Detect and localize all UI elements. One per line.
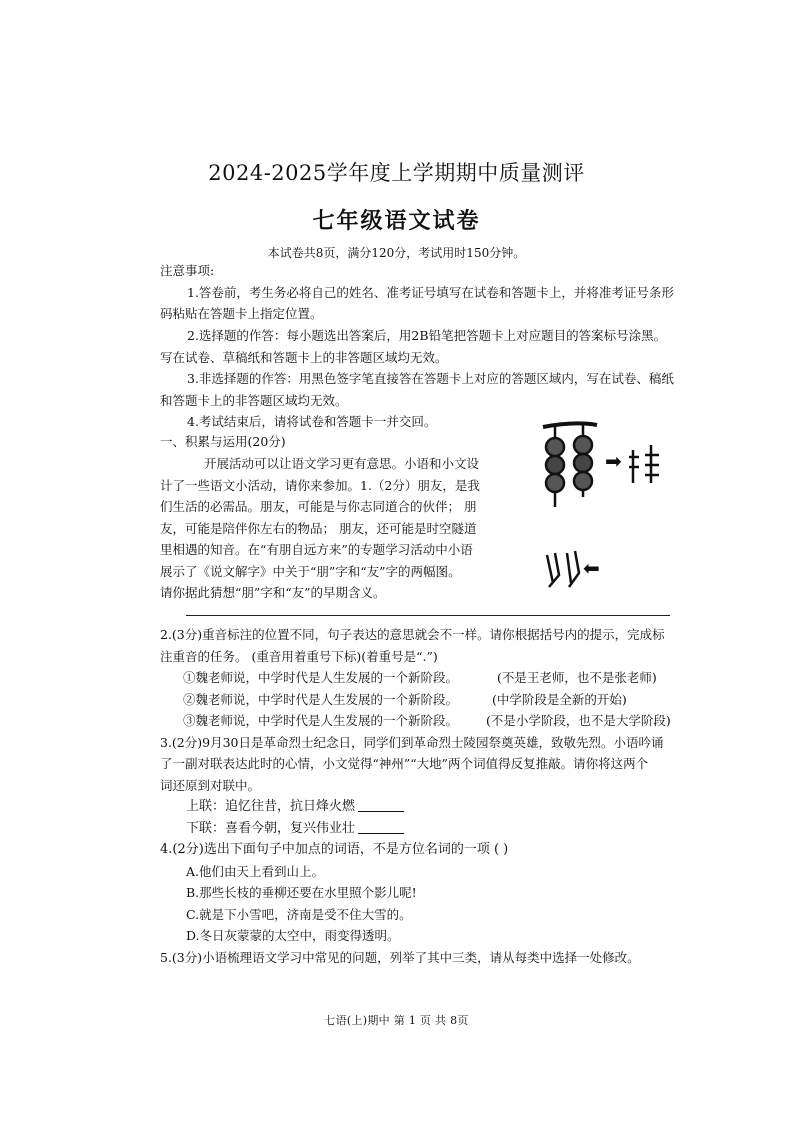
you-ancient-glyph: [547, 551, 579, 587]
couplet-upper: [186, 799, 404, 815]
exam-subtitle: 七年级语文试卷: [312, 208, 481, 234]
notice-line: 1.答卷前，考生务必将自己的姓名、准考证号填写在试卷和答题卡上，并将准考证号条形: [187, 285, 674, 300]
couplet-lower-blank: [358, 821, 404, 834]
q3-line: 3.(2分)9月30日是革命烈士纪念日，同学们到革命烈士陵园祭奠英雄，致敬先烈。小语吟诵: [160, 735, 664, 750]
q2-option: ①魏老师说，中学时代是人生发展的一个新阶段。: [183, 670, 459, 685]
q2-line: 注重音的任务。 (重音用着重号下标)(着重号是“.”): [160, 649, 438, 664]
q2-hint: (不是小学阶段，也不是大学阶段): [486, 713, 671, 728]
q1-line: 里相遇的知音。在“有朋自远方来”的专题学习活动中小语: [160, 542, 473, 557]
q4-stem: 4.(2分)选出下面句子中加点的词语，不是方位名词的一项 ( ): [160, 842, 509, 857]
couplet-upper-blank: [358, 799, 404, 812]
notice-line: 写在试卷、草稿纸和答题卡上的非答题区域均无效。: [160, 350, 448, 365]
peng-pictograph: [543, 423, 597, 507]
couplet-lower-text: 下联：喜看今朝，复兴伟业壮: [186, 821, 356, 836]
q5-stem: 5.(3分)小语梳理语文学习中常见的问题，列举了其中三类，请从每类中选择一处修改。: [160, 950, 640, 965]
q3-line: 词还原到对联中。: [160, 778, 261, 793]
arrow-right-icon: ➡: [605, 449, 622, 473]
q4-option: D.冬日灰蒙蒙的太空中，雨变得透明。: [186, 928, 400, 943]
exam-title: 2024-2025学年度上学期期中质量测评: [208, 161, 585, 185]
q1-line: 请你据此猜想“朋”字和“友”的早期含义。: [160, 585, 386, 600]
q1-line: 计了一些语文小活动，请你来参加。1.（2分）朋友，是我: [160, 478, 480, 493]
q2-line: 2.(3分)重音标注的位置不同，句子表达的意思就会不一样。请你根据括号内的提示，完成标: [160, 627, 665, 642]
q2-option: ③魏老师说，中学时代是人生发展的一个新阶段。: [183, 713, 459, 728]
q2-hint: (中学阶段是全新的开始): [492, 692, 627, 707]
couplet-upper-text: 上联：追忆往昔，抗日烽火燃: [186, 799, 356, 814]
q1-line: 开展活动可以让语文学习更有意思。小语和小文设: [204, 456, 480, 471]
q1-line: 展示了《说文解字》中关于“朋”字和“友”字的两幅图。: [160, 564, 461, 579]
notice-heading: 注意事项:: [160, 263, 215, 278]
couplet-lower: [186, 821, 404, 837]
shuowen-figure: [535, 415, 675, 595]
exam-intro: 本试卷共8页，满分120分，考试用时150分钟。: [267, 246, 526, 260]
notice-line: 和答题卡上的非答题区域均无效。: [160, 393, 348, 408]
notice-line: 2.选择题的作答：每小题选出答案后，用2B铅笔把答题卡上对应题目的答案标号涂黑。: [187, 328, 667, 343]
peng-bronze-glyph: [629, 445, 659, 483]
notice-line: 3.非选择题的作答：用黑色签字笔直接答在答题卡上对应的答题区域内，写在试卷、稿纸: [187, 371, 674, 386]
notice-line: 4.考试结束后，请将试卷和答题卡一并交回。: [187, 414, 437, 429]
q1-line: 友，可能是陪伴你左右的物品； 朋友，还可能是时空隧道: [160, 521, 477, 536]
q3-line: 了一副对联表达此时的心情，小文觉得“神州”“大地”两个词值得反复推敲。请你将这两个: [160, 756, 649, 771]
q2-hint: (不是王老师，也不是张老师): [497, 670, 657, 685]
q4-option: B.那些长枝的垂柳还要在水里照个影儿呢!: [186, 885, 417, 900]
notice-line: 码粘贴在答题卡上指定位置。: [160, 306, 323, 321]
q2-option: ②魏老师说，中学时代是人生发展的一个新阶段。: [183, 692, 459, 707]
q1-line: 们生活的必需品。朋友，可能是与你志同道合的伙伴； 朋: [160, 499, 477, 514]
answer-line: [186, 615, 670, 616]
arrow-left-icon: ⬅: [583, 556, 600, 580]
q4-option: A.他们由天上看到山上。: [186, 864, 325, 879]
q4-option: C.就是下小雪吧，济南是受不住大雪的。: [186, 907, 412, 922]
section-heading: 一、积累与运用(20分): [160, 434, 286, 449]
page-footer: 七语(上)期中 第 1 页 共 8页: [324, 1014, 469, 1027]
